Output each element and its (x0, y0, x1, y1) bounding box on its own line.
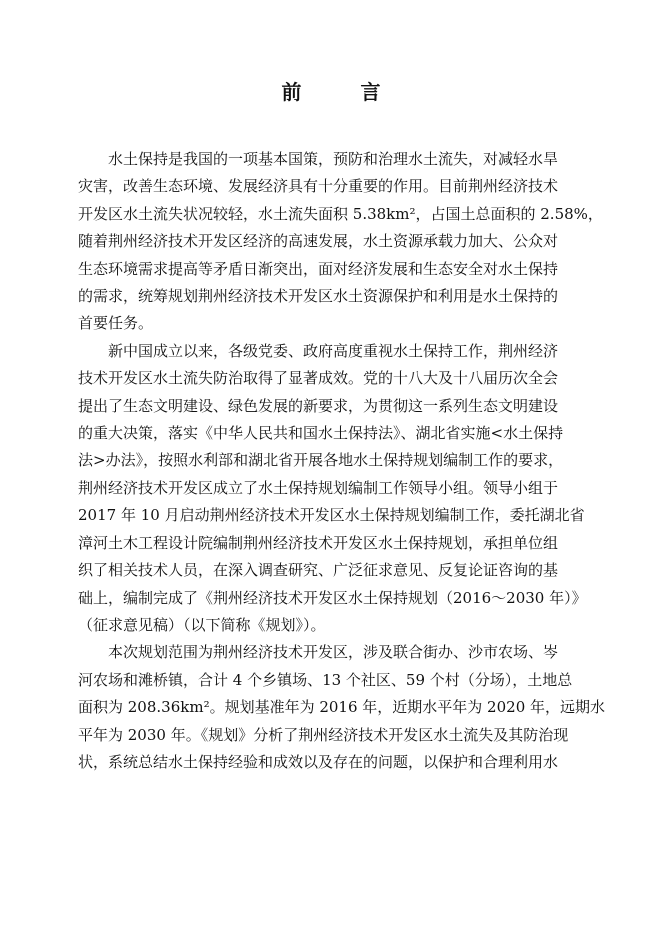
text-line: 状，系统总结水土保持经验和成效以及存在的问题，以保护和合理利用水 (78, 752, 559, 771)
text-line: 2017 年 10 月启动荆州经济技术开发区水土保持规划编制工作，委托湖北省 (78, 506, 585, 525)
text-line: 首要任务。 (78, 314, 154, 333)
text-line: 灾害，改善生态环境、发展经济具有十分重要的作用。目前荆州经济技术 (78, 177, 559, 196)
paragraph-3 (78, 639, 606, 776)
text-line: 提出了生态文明建设、绿色发展的新要求，为贯彻这一系列生态文明建设 (78, 396, 559, 415)
text-line: 平年为 2030 年。《规划》分析了荆州经济技术开发区水土流失及其防治现 (78, 725, 569, 744)
text-line: 水土保持是我国的一项基本国策，预防和治理水土流失，对减轻水旱 (108, 150, 559, 168)
text-line: （征求意见稿）（以下简称《规划》）。 (78, 615, 326, 634)
text-line: 面积为 208.36km²。规划基准年为 2016 年，近期水平年为 2020 年，远期水 (78, 698, 606, 717)
text-line: 漳河土木工程设计院编制荆州经济技术开发区水土保持规划，承担单位组 (78, 533, 559, 552)
text-line: 法>办法》，按照水利部和湖北省开展各地水土保持规划编制工作的要求， (78, 451, 564, 470)
page-title: 前 言 (281, 80, 407, 104)
paragraph-1 (78, 146, 603, 338)
text-line: 河农场和滩桥镇，合计 4 个乡镇场、13 个社区、59 个村（分场），土地总 (78, 670, 573, 689)
text-line: 新中国成立以来，各级党委、政府高度重视水土保持工作，荆州经济 (108, 341, 559, 360)
paragraph-2 (78, 338, 586, 639)
text-line: 开发区水土流失状况较轻，水土流失面积 5.38km²，占国土总面积的 2.58%， (78, 204, 603, 223)
text-line: 荆州经济技术开发区成立了水土保持规划编制工作领导小组。领导小组于 (78, 478, 559, 497)
text-line: 的重大决策，落实《中华人民共和国水土保持法》、湖北省实施<水土保持 (78, 424, 564, 443)
text-line: 随着荆州经济技术开发区经济的高速发展，水土资源承载力加大、公众对 (78, 232, 559, 251)
text-line: 本次规划范围为荆州经济技术开发区，涉及联合街办、沙市农场、岑 (108, 643, 559, 662)
text-line: 技术开发区水土流失防治取得了显著成效。党的十八大及十八届历次全会 (78, 369, 559, 388)
document-body (78, 146, 606, 776)
text-line: 织了相关技术人员，在深入调查研究、广泛征求意见、反复论证咨询的基 (78, 561, 559, 580)
text-line: 的需求，统筹规划荆州经济技术开发区水土资源保护和利用是水土保持的 (78, 287, 559, 306)
text-line: 础上，编制完成了《荆州经济技术开发区水土保持规划（2016～2030 年）》 (78, 588, 587, 607)
text-line: 生态环境需求提高等矛盾日渐突出，面对经济发展和生态安全对水土保持 (78, 259, 559, 278)
